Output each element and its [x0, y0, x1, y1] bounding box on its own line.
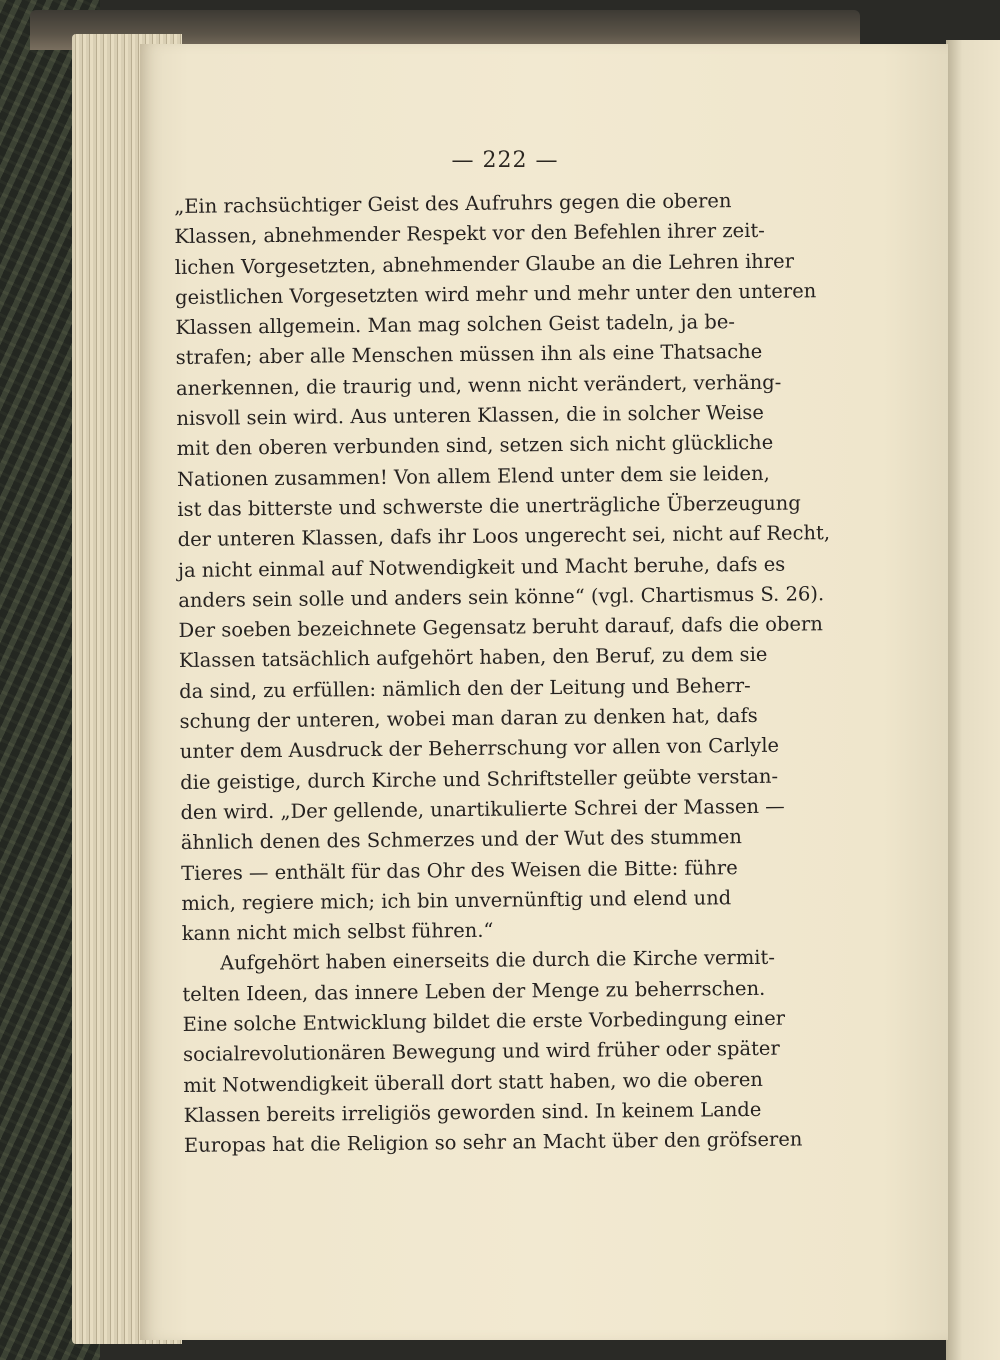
text-line: mich, regiere mich; ich bin unvernünftig und elend und: [181, 886, 732, 915]
text-line: Klassen tatsächlich aufgehört haben, den Beruf, zu dem sie: [178, 643, 768, 673]
text-line: lichen Vorgesetzten, abnehmender Glaube an die Lehren ihrer: [174, 249, 795, 279]
text-line: socialrevolutionären Bewegung und wird früher oder später: [182, 1037, 780, 1067]
facing-page-edge: [946, 40, 1000, 1360]
text-line: mit den oberen verbunden sind, setzen sich nicht glückliche: [176, 431, 774, 461]
text-line: Klassen allgemein. Man mag solchen Geist tadeln, ja be-: [175, 310, 736, 340]
text-line: telten Ideen, das innere Leben der Menge zu beherrschen.: [182, 976, 766, 1006]
text-line: schung der unteren, wobei man daran zu denken hat, dafs: [179, 703, 758, 734]
text-line: Klassen, abnehmender Respekt vor den Befehlen ihrer zeit-: [174, 219, 765, 249]
text-line: strafen; aber alle Menschen müssen ihn als eine Thatsache: [175, 340, 763, 370]
text-line: den wird. „Der gellende, unartikulierte Schrei der Massen —: [180, 794, 785, 824]
page-number: — 222 —: [451, 148, 559, 173]
text-line: geistlichen Vorgesetzten wird mehr und mehr unter den unteren: [174, 279, 817, 309]
text-line: „Ein rachsüchtiger Geist des Aufruhrs gegen die oberen: [174, 189, 732, 218]
text-line: Klassen bereits irreligiös geworden sind. In keinem Lande: [183, 1097, 762, 1127]
text-line: anders sein solle und anders sein könne“ (vgl. Chartismus S. 26).: [178, 582, 825, 612]
body-text: [174, 186, 831, 1161]
text-line: kann nicht mich selbst führen.“: [181, 918, 494, 946]
text-line: Der soeben bezeichnete Gegensatz beruht darauf, dafs die obern: [178, 612, 823, 643]
text-line: Tieres — enthält für das Ohr des Weisen die Bitte: führe: [181, 855, 738, 885]
text-line: Europas hat die Religion so sehr an Macht über den gröfseren: [183, 1127, 803, 1158]
text-line: Eine solche Entwicklung bildet die erste Vorbedingung einer: [182, 1006, 786, 1036]
text-line: mit Notwendigkeit überall dort statt haben, wo die oberen: [183, 1067, 764, 1097]
text-line: Nationen zusammen! Von allem Elend unter dem sie leiden,: [176, 461, 770, 491]
text-line: nisvoll sein wird. Aus unteren Klassen, die in solcher Weise: [176, 400, 765, 431]
text-line: da sind, zu erfüllen: nämlich den der Leitung und Beherr-: [179, 673, 751, 703]
text-line: ähnlich denen des Schmerzes und der Wut des stummen: [180, 825, 743, 855]
text-line: ist das bitterste und schwerste die unerträgliche Überzeugung: [177, 491, 801, 521]
text-line: die geistige, durch Kirche und Schriftsteller geübte verstan-: [180, 764, 779, 794]
text-line: ja nicht einmal auf Notwendigkeit und Macht beruhe, dafs es: [177, 552, 786, 582]
text-line: anerkennen, die traurig und, wenn nicht verändert, verhäng-: [175, 370, 782, 400]
text-line: unter dem Ausdruck der Beherrschung vor allen von Carlyle: [179, 734, 780, 764]
paragraph-start-line: Aufgehört haben einerseits die durch die Kirche vermit-: [219, 946, 776, 975]
text-line: der unteren Klassen, dafs ihr Loos ungerecht sei, nicht auf Recht,: [177, 521, 831, 552]
